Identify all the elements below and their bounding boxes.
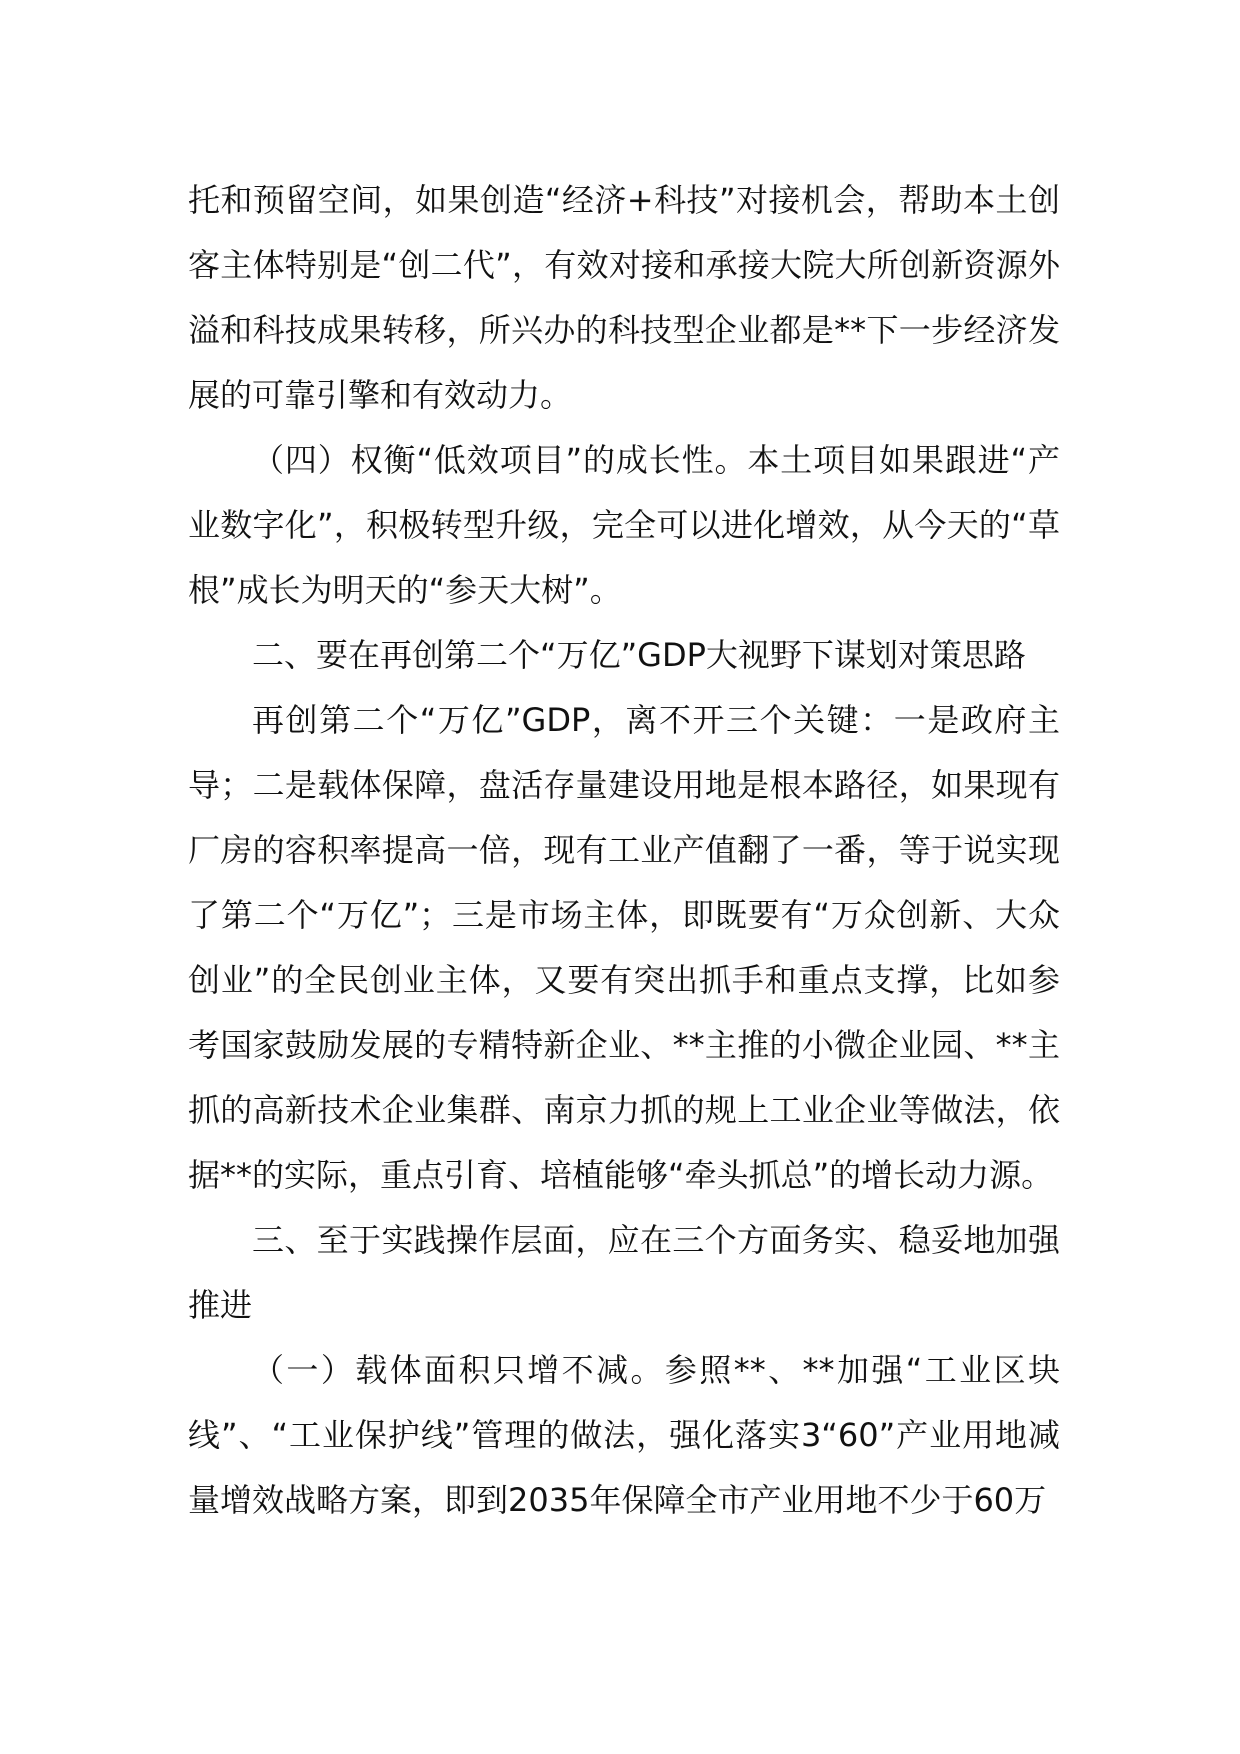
heading-part-3: 三、至于实践操作层面，应在三个方面务实、稳妥地加强推进 — [188, 1221, 1060, 1324]
paragraph-section-4: （四）权衡“低效项目”的成长性。本土项目如果跟进“产业数字化”，积极转型升级，完全可以进化增效，从今天的“草根”成长为明天的“参天大树”。 — [188, 441, 1060, 609]
heading-part-2: 二、要在再创第二个“万亿”GDP大视野下谋划对策思路 — [252, 636, 1026, 674]
document-body — [188, 168, 1060, 1533]
paragraph-part-2-body: 再创第二个“万亿”GDP，离不开三个关键：一是政府主导；二是载体保障，盘活存量建设用地是根本路径，如果现有厂房的容积率提高一倍，现有工业产值翻了一番，等于说实现了第二个“万亿”；三是市场主体，即既要有“万众创新、大众创业”的全民创业主体，又要有突出抓手和重点支撑，比如参考国家鼓励发展的专精特新企业、**主推的小微企业园、**主抓的高新技术企业集群、南京力抓的规上工业企业等做法，依据**的实际，重点引育、培植能够“牵头抓总”的增长动力源。 — [188, 701, 1060, 1194]
paragraph-continuation: 托和预留空间，如果创造“经济+科技”对接机会，帮助本土创客主体特别是“创二代”，有效对接和承接大院大所创新资源外溢和科技成果转移，所兴办的科技型企业都是**下一步经济发展的可靠引擎和有效动力。 — [188, 181, 1060, 414]
paragraph-section-1: （一）载体面积只增不减。参照**、**加强“工业区块线”、“工业保护线”管理的做法，强化落实3“60”产业用地减量增效战略方案，即到2035年保障全市产业用地不少于60万 — [188, 1351, 1060, 1519]
